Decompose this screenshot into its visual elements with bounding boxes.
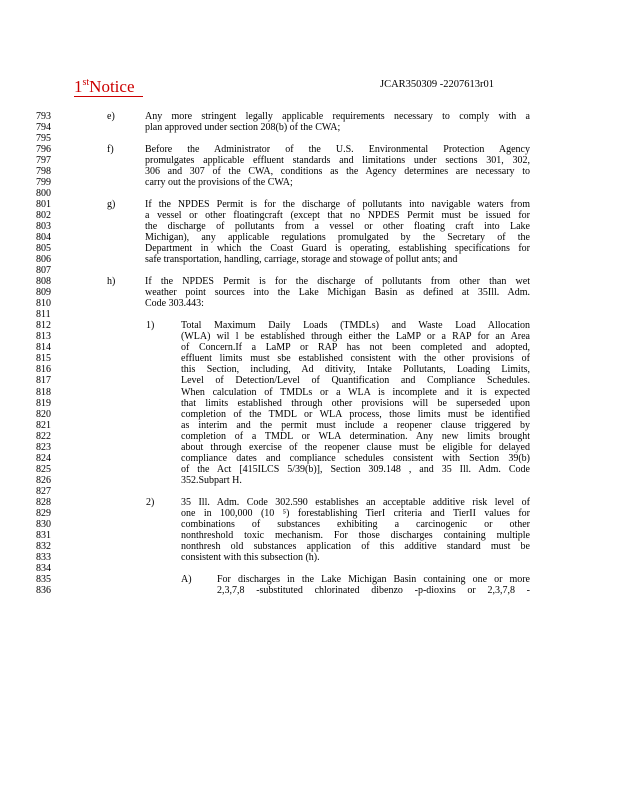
text-line bbox=[0, 409, 618, 420]
line-text: Michigan), any applicable regulations promulgated by the Secretary of the bbox=[145, 231, 530, 243]
text-line bbox=[0, 497, 618, 508]
line-text: effluent limits must sbe established consistent with the other provisions of bbox=[181, 353, 530, 365]
text-line bbox=[0, 398, 618, 409]
line-text: Code 303.443: bbox=[145, 298, 204, 310]
list-marker: e) bbox=[107, 110, 115, 122]
text-line bbox=[0, 364, 618, 375]
line-text: Level of Detection/Level of Quantification and Compliance Schedules. bbox=[181, 375, 530, 387]
line-number: 802 bbox=[36, 209, 51, 221]
text-line bbox=[0, 254, 618, 265]
line-number: 822 bbox=[36, 430, 51, 442]
line-text: that limits established through other provisions will be superseded upon bbox=[181, 397, 530, 409]
line-number: 826 bbox=[36, 474, 51, 486]
text-line bbox=[0, 309, 618, 320]
line-number: 799 bbox=[36, 176, 51, 188]
line-number: 833 bbox=[36, 552, 51, 564]
line-text: When calculation of TMDLs or a WLA is incomplete and it is expected bbox=[181, 386, 530, 398]
line-number: 798 bbox=[36, 165, 51, 177]
line-number: 831 bbox=[36, 530, 51, 542]
line-number: 805 bbox=[36, 242, 51, 254]
text-line bbox=[0, 530, 618, 541]
line-text: completion of the TMDL or WLA process, those limits must be identified bbox=[181, 408, 530, 420]
text-line bbox=[0, 144, 618, 155]
line-text: 2,3,7,8 -substituted chlorinated dibenzo -p-dioxins or 2,3,7,8 - bbox=[217, 585, 530, 597]
line-text: consistent with this subsection (h). bbox=[181, 552, 320, 564]
line-number: 832 bbox=[36, 541, 51, 553]
text-line bbox=[0, 541, 618, 552]
line-text: For discharges in the Lake Michigan Basin containing one or more bbox=[217, 574, 530, 586]
line-text: of the Act [415ILCS 5/39(b)], Section 309.148 , and 35 Ill. Adm. Code bbox=[181, 463, 530, 475]
line-text: If the NPDES Permit is for the discharge of pollutants into navigable waters from bbox=[145, 198, 530, 210]
line-number: 824 bbox=[36, 452, 51, 464]
line-number: 827 bbox=[36, 485, 51, 497]
text-line bbox=[0, 453, 618, 464]
line-text: carry out the provisions of the CWA; bbox=[145, 176, 293, 188]
text-line bbox=[0, 155, 618, 166]
line-number: 825 bbox=[36, 463, 51, 475]
line-text: If the NPDES Permit is for the discharge of pollutants from other than wet bbox=[145, 276, 530, 288]
line-text: 352.Subpart H. bbox=[181, 474, 242, 486]
line-number: 814 bbox=[36, 342, 51, 354]
line-number: 809 bbox=[36, 287, 51, 299]
line-text: Department in which the Coast Guard is operating, establishing specifications for bbox=[145, 242, 530, 254]
line-number: 807 bbox=[36, 265, 51, 277]
document-id: JCAR350309 -2207613r01 bbox=[380, 79, 495, 90]
text-line bbox=[0, 431, 618, 442]
text-line bbox=[0, 342, 618, 353]
line-text: completion of a TMDL or WLA determination. Any new limits brought bbox=[181, 430, 530, 442]
line-text: Any more stringent legally applicable requirements necessary to comply with a bbox=[145, 110, 530, 122]
line-text: of Concern.If a LaMP or RAP has not been completed and adopted, bbox=[181, 342, 530, 354]
line-number: 804 bbox=[36, 231, 51, 243]
line-text: this Section, including, Ad ditivity, Intake Pollutants, Loading Limits, bbox=[181, 364, 530, 376]
line-text: nonthresh old substances application of this additive standard must be bbox=[181, 541, 530, 553]
line-text: (WLA) wil l be established through either the LaMP or a RAP for an Area bbox=[181, 331, 530, 343]
notice-heading: 1stNotice bbox=[74, 73, 143, 97]
line-text: safe transportation, handling, carriage, storage and stowage of pollut ants; and bbox=[145, 254, 458, 266]
text-line bbox=[0, 574, 618, 585]
line-text: a vessel or other floatingcraft (except that no NPDES Permit must be issued for bbox=[145, 209, 530, 221]
list-marker: A) bbox=[181, 574, 192, 586]
text-line bbox=[0, 287, 618, 298]
text-line bbox=[0, 265, 618, 276]
text-line bbox=[0, 276, 618, 287]
text-line bbox=[0, 331, 618, 342]
line-number: 803 bbox=[36, 220, 51, 232]
line-number: 818 bbox=[36, 386, 51, 398]
list-marker: f) bbox=[107, 143, 114, 155]
text-line bbox=[0, 563, 618, 574]
text-line bbox=[0, 243, 618, 254]
line-number: 793 bbox=[36, 110, 51, 122]
line-number: 806 bbox=[36, 254, 51, 266]
line-number: 820 bbox=[36, 408, 51, 420]
line-text: 35 Ill. Adm. Code 302.590 establishes an acceptable additive risk level of bbox=[181, 496, 530, 508]
line-number: 817 bbox=[36, 375, 51, 387]
line-text: Before the Administrator of the U.S. Environmental Protection Agency bbox=[145, 143, 530, 155]
line-number: 813 bbox=[36, 331, 51, 343]
line-text: as interim and the permit must include a reopener clause triggered by bbox=[181, 419, 530, 431]
text-line bbox=[0, 122, 618, 133]
line-number: 800 bbox=[36, 187, 51, 199]
text-line bbox=[0, 353, 618, 364]
line-number: 828 bbox=[36, 496, 51, 508]
text-line bbox=[0, 585, 618, 596]
text-line bbox=[0, 519, 618, 530]
line-number: 835 bbox=[36, 574, 51, 586]
line-number: 808 bbox=[36, 276, 51, 288]
text-line bbox=[0, 508, 618, 519]
text-line bbox=[0, 387, 618, 398]
text-line bbox=[0, 199, 618, 210]
line-text: about through exercise of the reopener clause must be eligible for delayed bbox=[181, 441, 530, 453]
line-number: 830 bbox=[36, 518, 51, 530]
text-line bbox=[0, 133, 618, 144]
line-number: 815 bbox=[36, 353, 51, 365]
line-text: promulgates applicable effluent standards and limitations under sections 301, 302, bbox=[145, 154, 530, 166]
list-marker: 2) bbox=[146, 496, 155, 508]
text-line bbox=[0, 298, 618, 309]
line-number: 834 bbox=[36, 563, 51, 575]
text-line bbox=[0, 166, 618, 177]
text-line bbox=[0, 442, 618, 453]
text-line bbox=[0, 375, 618, 386]
line-number: 811 bbox=[36, 309, 51, 321]
list-marker: h) bbox=[107, 276, 116, 288]
text-line bbox=[0, 188, 618, 199]
line-number: 823 bbox=[36, 441, 51, 453]
line-text: one in 100,000 (10 ⁵) forestablishing TierI criteria and TierII values for bbox=[181, 507, 530, 519]
line-number: 816 bbox=[36, 364, 51, 376]
line-number: 810 bbox=[36, 298, 51, 310]
line-text: Total Maximum Daily Loads (TMDLs) and Waste Load Allocation bbox=[181, 320, 530, 332]
text-line bbox=[0, 111, 618, 122]
text-line bbox=[0, 464, 618, 475]
line-number: 829 bbox=[36, 507, 51, 519]
text-line bbox=[0, 210, 618, 221]
line-text: plan approved under section 208(b) of the CWA; bbox=[145, 121, 341, 133]
line-number: 836 bbox=[36, 585, 51, 597]
line-text: weather point sources into the Lake Michigan Basin as defined at 35Ill. Adm. bbox=[145, 287, 530, 299]
text-line bbox=[0, 232, 618, 243]
line-number: 796 bbox=[36, 143, 51, 155]
line-number: 797 bbox=[36, 154, 51, 166]
line-text: the discharge of pollutants from a vessel or other floating craft into Lake bbox=[145, 220, 530, 232]
line-number: 819 bbox=[36, 397, 51, 409]
text-line bbox=[0, 486, 618, 497]
line-number: 821 bbox=[36, 419, 51, 431]
line-number: 795 bbox=[36, 132, 51, 144]
line-number: 794 bbox=[36, 121, 51, 133]
list-marker: g) bbox=[107, 198, 116, 210]
text-line bbox=[0, 320, 618, 331]
line-text: compliance dates and compliance schedules consistent with Section 39(b) bbox=[181, 452, 530, 464]
line-text: combinations of substances exhibiting a carcinogenic or other bbox=[181, 518, 530, 530]
text-line bbox=[0, 221, 618, 232]
line-number: 801 bbox=[36, 198, 51, 210]
text-line bbox=[0, 177, 618, 188]
line-number: 812 bbox=[36, 320, 51, 332]
text-line bbox=[0, 552, 618, 563]
line-text: 306 and 307 of the CWA, conditions as the Agency determines are necessary to bbox=[145, 165, 530, 177]
line-text: nonthreshold toxic mechanism. For those discharges containing multiple bbox=[181, 530, 530, 542]
list-marker: 1) bbox=[146, 320, 155, 332]
text-line bbox=[0, 420, 618, 431]
text-line bbox=[0, 475, 618, 486]
